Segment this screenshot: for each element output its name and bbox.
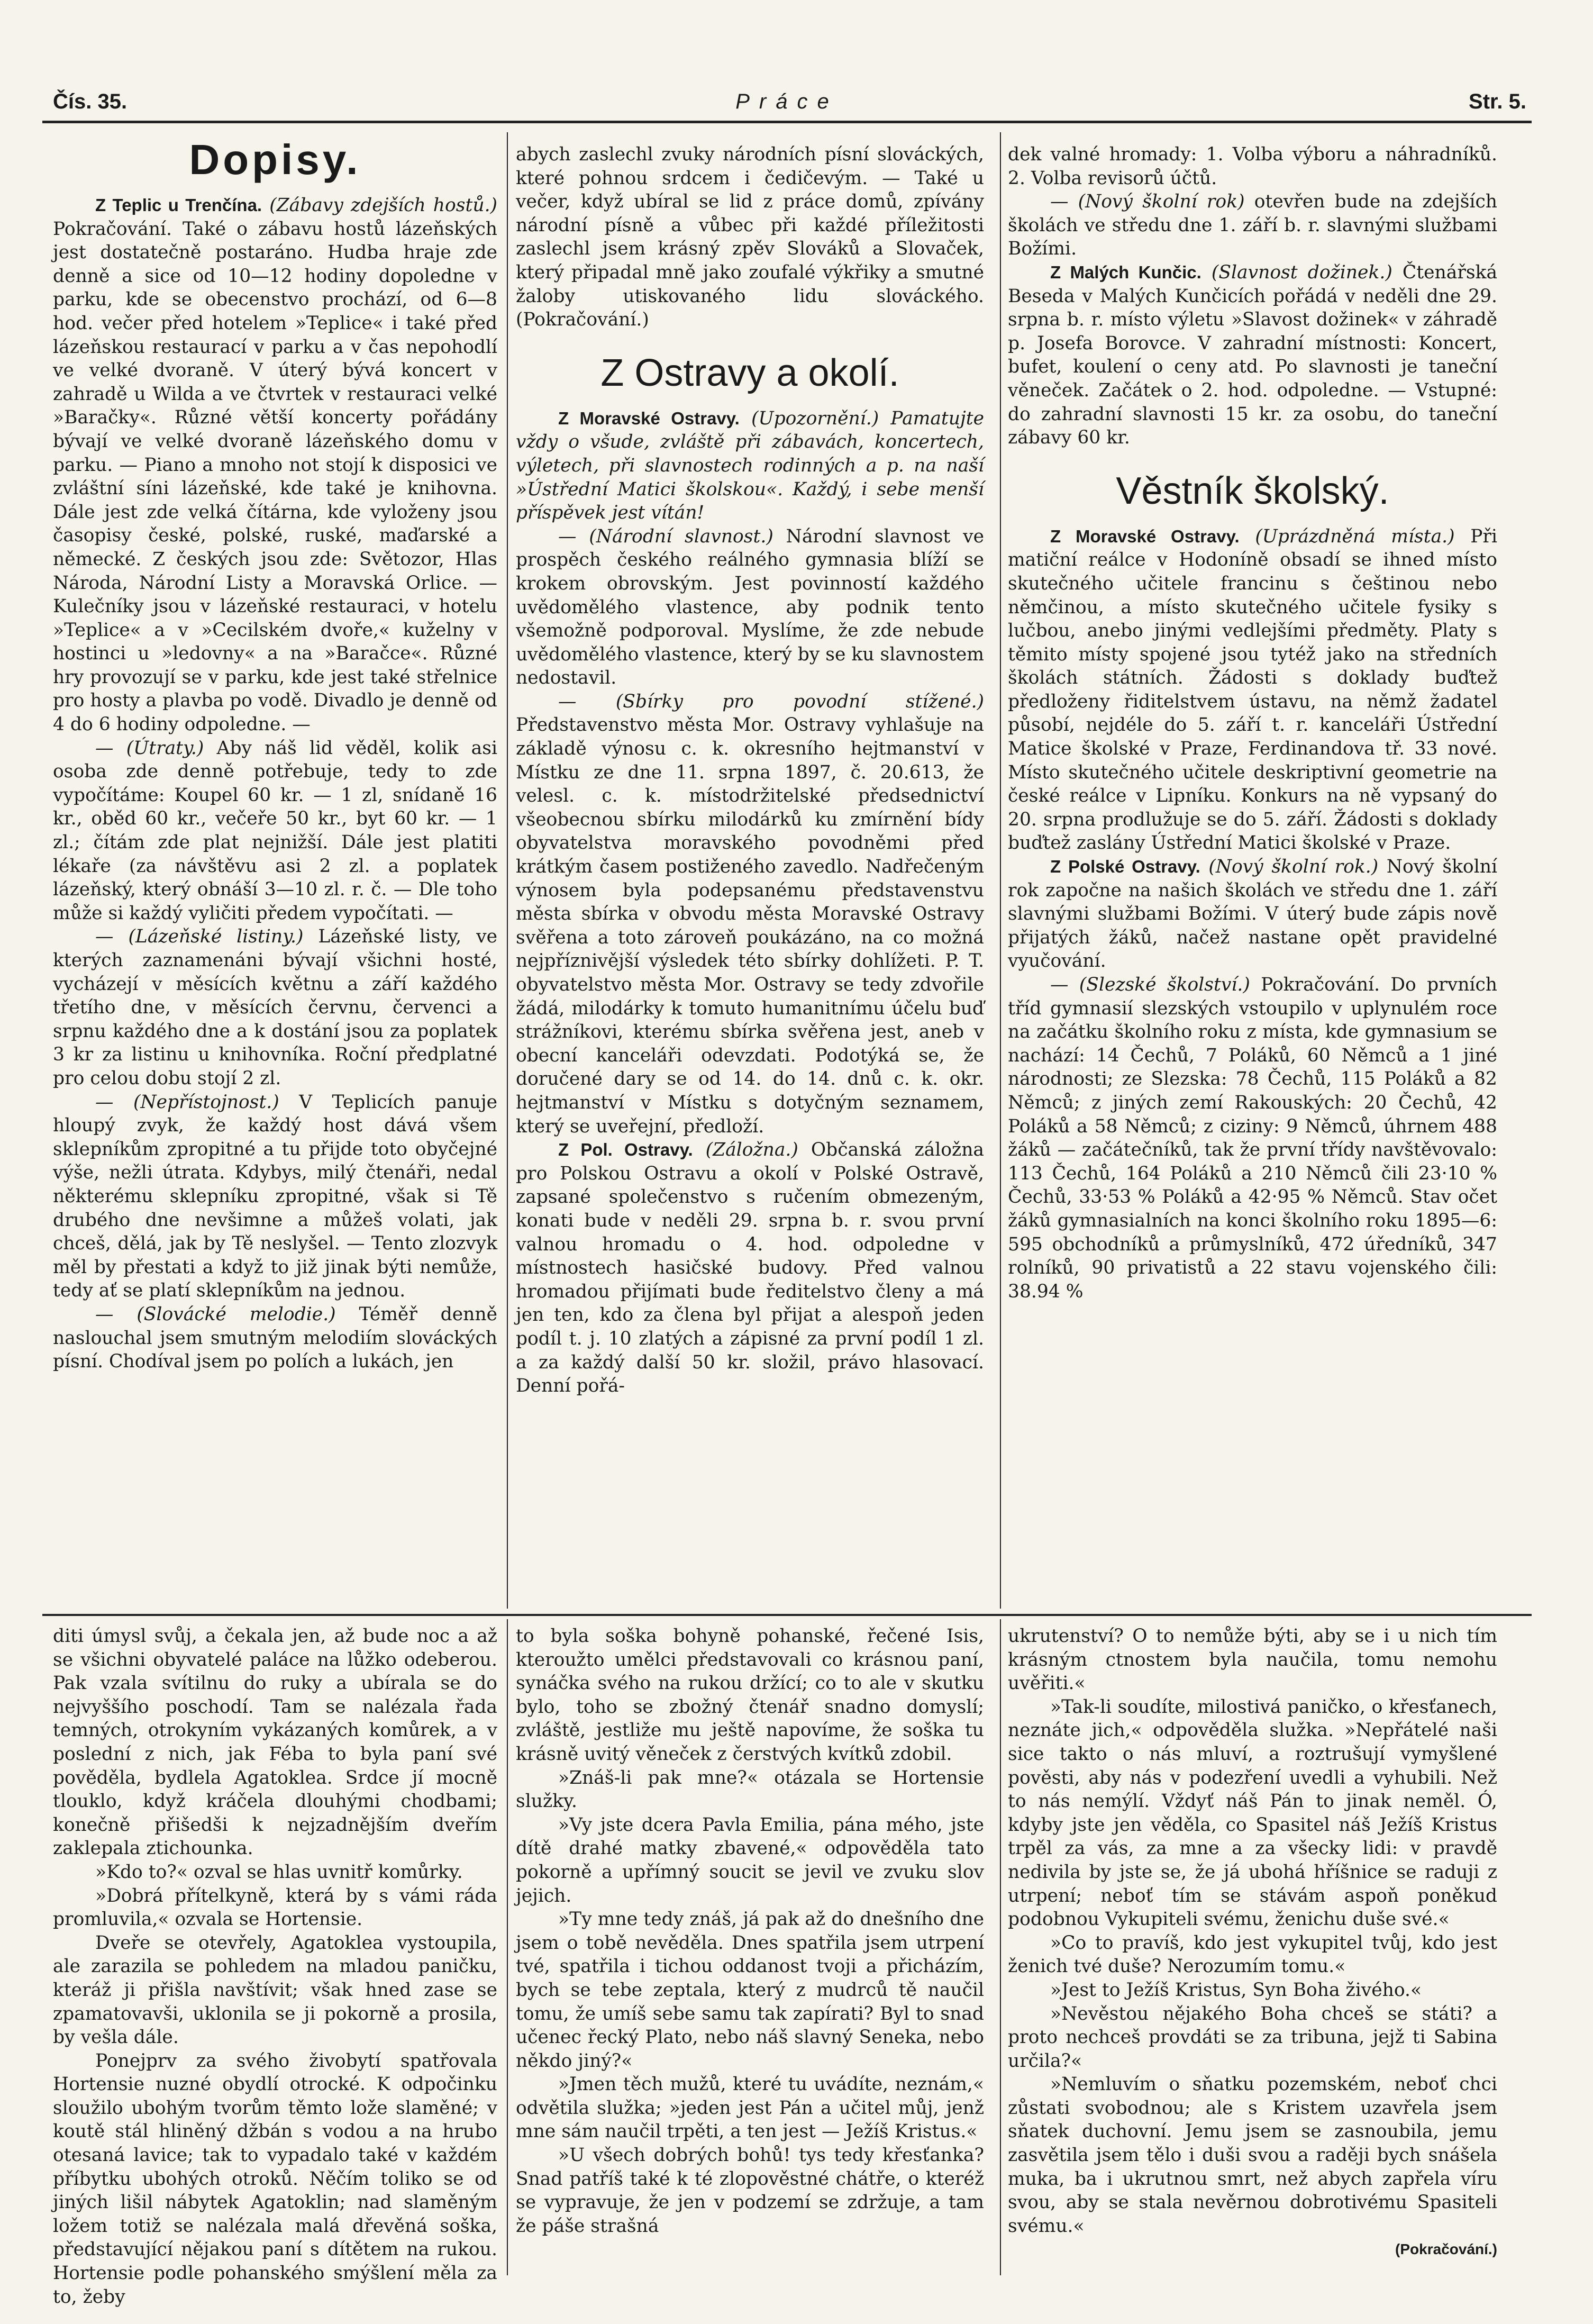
paragraph-text: Při matiční reálce v Hodoníně obsadí se ihned místo skutečného učitele francinu s češtinou nebo němčinou, a místo skutečného učitele fysiky s lučbou, anebo jinými vedlejšími předměty. Platy s těmito místy spojené jsou tytéž jako na středních školách státních. Žádosti s doklady buďtež předloženy řiditelstvem ústavu, na němž žadatel působí, nejdéle do 5. září t. r. kanceláři Ústřední Matice školské v Praze, Ferdinandova tř. 33 nové. Místo skutečného učitele deskriptivní geometrie na české reálce v Lipníku. Konkurs na ně vypsaný do 20. srpna prodlužuje se do 5. září. Žádosti s doklady buďtež zaslány Ústřední Matici školské v Praze. — [1008, 525, 1497, 854]
top-col1-articles — [53, 194, 497, 1374]
paragraph-text: »Jest to Ježíš Kristus, Syn Boha živého.« — [1050, 1979, 1422, 2001]
paragraph — [1008, 2002, 1497, 2073]
article-subheading: — (Nový školní rok) — [1050, 191, 1245, 213]
place-heading: Z Polské Ostravy. — [1050, 857, 1200, 877]
col2-intro: abych zaslechl zvuky národních písní slováckých, které pohnou srdcem i čedičevým. — Také u večer, když ubíral se lid z práce domů, zpívány národní písně a vůbec při každé příležitosti zaslechl jsem krásný zpěv Slováků a Slovaček, který připadal mně jako zoufalé výkřiky a smutné žaloby utiskovaného lidu slováckého. (Pokračování.) — [516, 144, 984, 331]
page-number: Str. 5. — [1469, 90, 1526, 113]
paragraph — [516, 2144, 984, 2238]
paragraph-text: Aby náš lid věděl, kolik asi osoba zde denně potřebuje, tedy to zde vypočítáme: Koupel 60 kr. — 1 zl, snídaně 16 kr., oběd 60 kr., večeře 50 kr., byt 60 kr. — 1 zl.; čítám zde plat nejnižší. Dále jest platiti lékaře (za návštěvu asi 2 zl. a poplatek lázeňský, který obnáší 3—10 zl. r. č. — Dle toho může si každý vyličiti předem vypočítati. — — [53, 737, 497, 924]
paragraph — [53, 1624, 497, 1860]
paragraph-text: »Co to pravíš, kdo jest vykupitel tvůj, kdo jest ženich tvé duše? Nerozumím tomu.« — [1008, 1932, 1497, 1977]
paragraph — [516, 1766, 984, 1813]
paragraph-text: »Kdo to?« ozval se hlas uvnitř komůrky. — [95, 1861, 463, 1883]
article-subheading: — (Lázeňské listiny.) — [95, 926, 304, 948]
bottom-col2-text — [516, 1624, 984, 2238]
place-heading: Z Moravské Ostravy. — [1050, 526, 1240, 546]
paragraph-text: Lázeňské listy, ve kterých zaznamenáni bývají všichni hosté, vycházejí v měsících květnu a září každého třetího dne, v měsících červnu, červenci a srpnu každého dne a k dostání jsou za poplatek 3 kr za listinu u knihovníka. Roční předplatné pro celou dobu stojí 2 zl. — [53, 926, 497, 1089]
paragraph — [516, 407, 984, 525]
article-subheading: (Uprázdněná místa.) — [1255, 525, 1455, 547]
paragraph — [516, 525, 984, 690]
place-heading: Z Pol. Ostravy. — [558, 1140, 693, 1160]
paragraph-text: »Jmen těch mužů, které tu uvádíte, neznám,« odvětila služka; »jeden jest Pán a učitel můj, jenž mne sám naučil trpěti, a ten jest — Ježíš Kristus.« — [516, 2074, 984, 2143]
paragraph-text: Čtenářská Beseda v Malých Kunčicích pořádá v neděli dne 29. srpna b. r. místo výletu »Slavost dožinek« v záhradě p. Josefa Borovce. V zahradní místnosti: Koncert, bufet, koulení o ceny atd. Po slavnosti je taneční věneček. Začátek o 2. hod. odpoledne. — Vstupné: do zahradní slavnosti 15 kr. za osobu, do taneční zábavy 60 kr. — [1008, 261, 1498, 449]
paragraph — [516, 1908, 984, 2073]
top-column-2 — [516, 143, 984, 1606]
place-heading: Z Teplic u Trenčína. — [95, 195, 262, 215]
bottom-column-1 — [53, 1624, 497, 2308]
paragraph — [516, 2073, 984, 2144]
bottom-column-2 — [516, 1624, 984, 2275]
paragraph-text: »Tak-li soudíte, milostivá paničko, o křesťanech, neznáte jich,« odpověděla služka. »Nepřátelé naši sice takto o nás mluví, a roztrušují vymyšlené pověsti, aby nás v podezření uvedli a vyhubili. Než to nás nemýlí. Vždyť náš Pán to jinak neměl. Ó, kdyby jste jen věděla, co Spasitel náš Ježíš Kristus trpěl za vás, za mne a za všecky lidi: v pravdě nedivila by jste se, že já ubohá hříšnice se raduji z utrpení; neboť tím se stávám aspoň poněkud podobnou Vykupiteli svému, ženichu duše své.« — [1008, 1696, 1497, 1930]
paragraph — [1008, 1695, 1497, 1931]
paragraph — [1008, 1978, 1497, 2002]
top-column-1 — [53, 127, 497, 1606]
paragraph-text: »Dobrá přítelkyně, která by s vámi ráda promluvila,« ozvala se Hortensie. — [53, 1885, 497, 1930]
column-divider — [1000, 1619, 1001, 2275]
top-col3-articles-2 — [1008, 525, 1497, 1304]
column-divider — [507, 1619, 508, 2275]
section-heading-dopisy: Dopisy. — [189, 136, 361, 183]
paragraph — [1008, 1931, 1497, 1978]
paragraph-text: »Znáš-li pak mne?« otázala se Hortensie služky. — [516, 1767, 984, 1812]
paragraph — [1008, 973, 1497, 1303]
article-subheading: (Záložna.) — [705, 1139, 798, 1161]
paragraph — [53, 2049, 497, 2309]
paragraph — [53, 737, 497, 925]
paragraph — [53, 1091, 497, 1303]
paragraph — [516, 1813, 984, 1908]
paragraph — [53, 194, 497, 737]
bottom-column-3 — [1008, 1624, 1497, 2275]
paragraph-text: »U všech dobrých bohů! tys tedy křesťanka? Snad patříš také k té zlopověstné chátře, o kteréž se vypravuje, že jen v podzemí se zdržuje, a tam že páše strašná — [516, 2145, 984, 2237]
paragraph — [53, 1931, 497, 2049]
paragraph — [1008, 855, 1497, 973]
paragraph — [53, 1884, 497, 1931]
place-heading: Z Moravské Ostravy. — [558, 408, 740, 428]
top-col2-articles — [516, 407, 984, 1398]
paragraph-text: diti úmysl svůj, a čekala jen, až bude noc a až se všichni obyvatelé paláce na lůžko odeberou. Pak vzala svítilnu do ruky a ubírala se do nejvyššího poschodí. Tam se nalézala řada temných, otrokyním vykázaných komůrek, a v poslední z nich, jak Féba to byla paní své pověděla, bydlela Agatoklea. Srdce jí mocně tlouklo, když kráčela dlouhými chodbami; konečně přišedši k nejzadnějším dveřím zaklepala ztichounka. — [53, 1626, 497, 1859]
paragraph — [53, 1303, 497, 1374]
paragraph — [516, 690, 984, 1138]
paragraph-text: Dveře se otevřely, Agatoklea vystoupila, ale zarazila se pohledem na mladou paničku, kteráž ji přišla navštívit; však hned zase se zpamatovavši, uklonila se ji pokorně a prosila, by vešla dále. — [53, 1932, 497, 2048]
newspaper-title: Práce — [735, 90, 839, 113]
article-subheading: (Nový školní rok.) — [1208, 856, 1379, 878]
paragraph-text: to byla soška bohyně pohanské, řečené Isis, kteroužto umělci představovali co krásnou paní, synáčka svého na rukou držící; co to ale v skutku bylo, toho se zbožný čtenář snadno domyslí; zvláště, jestliže mu ještě napovíme, že soška tu krásně uvitý věneček z čerstvých kvítků zdobil. — [516, 1626, 984, 1765]
paragraph-text: »Ty mne tedy znáš, já pak až do dnešního dne jsem o tobě nevěděla. Dnes spatřila jsem utrpení tvé, spatřila i tichou oddanost tvoji a přicházím, bych se tebe zeptala, který z mudrců tě naučil tomu, že umíš sebe samu tak zapírati? Byl to snad učenec řecký Plato, nebo náš slavný Seneka, nebo někdo jiný?« — [516, 1909, 984, 2072]
section-divider — [42, 1614, 1532, 1616]
paragraph-text: »Vy jste dcera Pavla Emilia, pána mého, jste dítě drahé matky zbavené,« odpověděla tato pokorně a upřímný soucit se jevil ve zvuku slov jejich. — [516, 1814, 984, 1907]
article-subheading: (Slavnost dožinek.) — [1211, 261, 1392, 283]
article-subheading: — (Sbírky pro povodní stížené.) — [558, 691, 984, 712]
paragraph-text: Nový školní rok započne na našich školách ve středu dne 1. září slavnými službami Božími. V úterý bude zápis nově přijatých žáků, načež nastane opět pravidelné vyučování. — [1008, 856, 1497, 972]
paragraph — [1008, 525, 1497, 855]
bottom-col3-text — [1008, 1624, 1497, 2238]
column-divider — [507, 132, 508, 1609]
paragraph — [516, 1624, 984, 1766]
continued-note: (Pokračování.) — [1395, 2241, 1497, 2258]
article-subheading: — (Slovácké melodie.) — [95, 1303, 336, 1325]
running-header — [42, 74, 1532, 116]
paragraph-text: ukrutenství? O to nemůže býti, aby se i u nich tím krásným ctnostem byla naučila, tomu nemohu uvěřiti.« — [1008, 1626, 1497, 1694]
paragraph — [516, 1138, 984, 1398]
paragraph-text: Pokračování. Také o zábavu hostů lázeňských jest dostatečně postaráno. Hudba hraje zde denně a sice od 10—12 hodiny dopoledne v parku, kde se obecenstvo prochází, od 6—8 hod. večer před hotelem »Teplice« i také před lázeňskou restaurací v parku a v čas nepohodlí ve velké dvoraně. V úterý bývá koncert v zahradě u Wilda a ve čtvrtek v restauraci velké »Baračky«. Různé větší koncerty pořádány bývají ve velké dvoraně lázeňského domu v parku. — Piano a mnoho not stojí k disposici ve zvláštní síni lázeňské, kde také je knihovna. Dále jest zde velká čítárna, kde vyloženy jsou časopisy české, polské, ruské, maďarské a německé. Z českých jsou zde: Světozor, Hlas Národa, Národní Listy a Moravská Orlice. — Kulečníky jsou v lázeňské restauraci, v hotelu »Teplice« a v »Cecilském dvoře,« kuželny v hostinci u »ledovny« a na »Baračce«. Různé hry provozují se v parku, kde jest také střelnice pro hosty a plavba po vodě. Divadlo je denně od 4 do 6 hodiny odpoledne. — — [53, 218, 497, 736]
bottom-col1-text — [53, 1624, 497, 2309]
paragraph-text: »Nevěstou nějakého Boha chceš se státi? a proto nechceš provdáti se za tribuna, jejž ti Sabina určila?« — [1008, 2003, 1497, 2072]
paragraph — [1008, 261, 1497, 450]
paragraph — [1008, 190, 1497, 261]
article-subheading: — (Útraty.) — [95, 737, 204, 759]
paragraph-text: Národní slavnost ve prospěch českého reálného gymnasia blíží se krokem obrovským. Jest povinností každého uvědomělého vlastence, aby podnik tento všemožně podporoval. Myslíme, že zde nebude uvědomělého vlastence, který by se ku slavnostem nedostavil. — [516, 525, 984, 689]
paragraph — [1008, 1624, 1497, 1695]
article-subheading: (Zábavy zdejších hostů.) — [269, 195, 498, 216]
article-subheading: — (Národní slavnost.) — [558, 525, 773, 547]
article-subheading: — (Nepřístojnost.) — [95, 1091, 279, 1113]
place-heading: Z Malých Kunčic. — [1050, 262, 1201, 282]
paragraph — [1008, 2073, 1497, 2238]
paragraph-text: Téměř denně naslouchal jsem smutným melodiím slováckých písní. Chodíval jsem po polích a lukách, jen — [53, 1303, 497, 1373]
top-col3-articles — [1008, 190, 1497, 450]
paragraph-text: otevřen bude na zdejších školách ve středu dne 1. září b. r. slavnými službami Božími. — [1008, 191, 1497, 260]
paragraph-text: Občanská záložna pro Polskou Ostravu a okolí v Polské Ostravě, zapsané společenstvo s ručením obmezeným, konati bude v neděli 29. srpna b. r. svou první valnou hromadu o 4. hod. odpoledne v místnostech hasičské budovy. Před valnou hromadou přijímati bude ředitelstvo členy a má jen ten, kdo za člena byl přijat a alespoň jeden podíl t. j. 10 zlatých a zápisné za první podíl 1 zl. a za každý další 50 kr. složil, právo hlasovací. Denní pořá- — [516, 1139, 984, 1397]
paragraph — [53, 1860, 497, 1884]
header-rule — [42, 121, 1532, 123]
paragraph-text: Představenstvo města Mor. Ostravy vyhlašuje na základě výnosu c. k. okresního hejtmanství v Místku ze dne 11. srpna 1897, č. 20.613, že velesl. c. k. místodržitelské předsednictví všeobecnou sbírku milodárků ku zmírnění bídy obyvatelstva moravského povodněmi před krátkým časem postiženého zavedlo. Nadřečeným výnosem byla podepsanému představenstvu města sbírka v obvodu města Moravské Ostravy svěřena a toto zároveň poukázáno, na co možná nejpříznivější výsledek této sbírky dohlížeti. P. T. obyvatelstvo města Mor. Ostravy se tedy zdvořile žádá, milodárky k tomuto humanitnímu účelu buď strážníkovi, kterému sbírka svěřena jest, aneb v obecní kanceláři odevzdati. Podotýká se, že doručené dary se od 14. do 14. dnů c. k. okr. hejtmanství v Místku s dotyčným seznamem, který se uveřejní, předloží. — [516, 714, 984, 1137]
article-subheading: (Upozornění.) Pamatujte vždy o všude, zvláště při zábavách, koncertech, výletech, při slavnostech rodinných a p. na naší »Ústřední Matici školskou«. Každý, i sebe menší příspěvek jest vítán! — [516, 407, 984, 524]
paragraph-text: Ponejprv za svého živobytí spatřovala Hortensie nuzné obydlí otrocké. K odpočinku sloužilo ubohým tvorům těmto lože slaměné; v koutě stál hliněný džbán s vodou a na hrubo otesaná lavice; tak to vypadalo také v každém příbytku ubohých otroků. Něčím toliko se od jiných lišil nábytek Agatoklin; nad slaměným ložem totiž se nalézala malá dřevěná soška, představující nějakou paní s dítětem na rukou. Hortensie podle pohanského smýšlení měla za to, žeby — [53, 2050, 497, 2308]
paragraph-text: V Teplicích panuje hloupý zvyk, že každý host dává všem sklepníkům zpropitné a tu přijde toto obyčejné výše, nežli útrata. Kdybys, milý čtenáři, nedal některému sklepníku zpropitné, však si Tě drubého dne nevšimne a můžeš volati, jak chceš, dělá, jak by Tě neslyšel. — Tento zlozvyk měl by přestati a když to již jinak býti nemůže, tedy ať se platí sklepníkům na jednou. — [53, 1091, 497, 1302]
col3-intro: dek valné hromady: 1. Volba výboru a náhradníků. 2. Volba revisorů účtů. — [1008, 144, 1497, 189]
column-divider — [1000, 132, 1001, 1609]
article-subheading: — (Slezské školství.) — [1050, 974, 1250, 995]
paragraph-text: Pokračování. Do prvních tříd gymnasií slezských vstoupilo v uplynulém roce na začátku školního roku z místa, kde gymnasium se nachází: 14 Čechů, 7 Poláků, 60 Němců a 1 jiné národnosti; ze Slezska: 78 Čechů, 115 Poláků a 82 Němců; z jiných zemí Rakouských: 20 Čechů, 42 Poláků a 58 Němců; z ciziny: 9 Němců, úhrnem 488 žáků — začátečníků, tak že první třídy navštěvovalo: 113 Čechů, 164 Poláků a 210 Němců čili 23·10 % Čechů, 33·53 % Poláků a 42·95 % Němců. Stav očet žáků gymnasialních na konci školního roku 1895—6: 595 obchodníků a průmyslníků, 472 úředníků, 347 rolníků, 90 privatistů a 22 stavu vojenského čili: 38.94 % — [1008, 974, 1497, 1302]
top-column-3 — [1008, 143, 1497, 1606]
section-heading-ostrava: Z Ostravy a okolí. — [600, 351, 899, 394]
paragraph-text: »Nemluvím o sňatku pozemském, neboť chci zůstati svobodnou; ale s Kristem uzavřela jsem sňatek duchovní. Jemu jsem se zasnoubila, jemu zasvětila jsem tělo i duši svou a raději bych snášela muka, ba i ukrutnou smrt, než abych zapřela víru svou, aby se stala nevěrnou dobrotivému Spasiteli svému.« — [1008, 2074, 1497, 2237]
issue-number: Čís. 35. — [53, 90, 128, 113]
paragraph — [53, 925, 497, 1090]
section-heading-vestnik: Věstník školský. — [1116, 469, 1389, 512]
